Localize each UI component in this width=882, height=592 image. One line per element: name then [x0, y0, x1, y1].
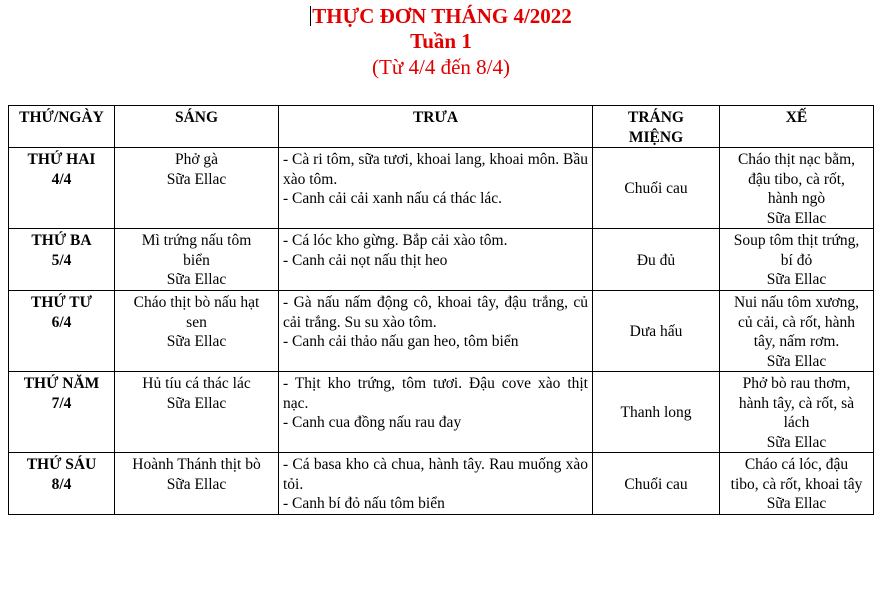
snack-line: Cháo thịt nạc bằm, — [737, 151, 856, 168]
breakfast-line: Sữa Ellac — [166, 475, 227, 493]
week-label: Tuần 1 — [410, 29, 472, 53]
dessert-cell: Dưa hấu — [593, 291, 720, 372]
snack-line: lách — [783, 414, 810, 431]
breakfast-line: Sữa Ellac — [166, 170, 227, 188]
snack-line: tibo, cà rốt, khoai tây — [730, 475, 863, 493]
breakfast-line: Hoành Thánh thịt bò — [132, 456, 261, 473]
date-range: (Từ 4/4 đến 8/4) — [372, 55, 510, 79]
lunch-cell — [279, 229, 593, 291]
day-name: THỨ BA — [31, 232, 92, 249]
day-date: 7/4 — [51, 394, 72, 412]
lunch-line: - Canh cải thảo nấu gan heo, tôm biển — [283, 333, 519, 350]
lunch-line: - Canh cải cải xanh nấu cá thác lác. — [283, 190, 503, 207]
day-date: 6/4 — [51, 313, 72, 331]
breakfast-cell — [115, 148, 279, 229]
snack-line: Sữa Ellac — [766, 495, 827, 512]
lunch-line: - Thịt kho trứng, tôm tươi. Đậu cove xào thịt nạc. — [283, 375, 588, 412]
lunch-line: - Canh cua đồng nấu rau đay — [283, 414, 462, 431]
table-header-row — [9, 106, 874, 148]
table-row — [9, 453, 874, 515]
snack-line: hành ngò — [767, 190, 826, 207]
snack-line: củ cải, cà rốt, hành — [737, 313, 856, 331]
snack-line: Sữa Ellac — [766, 433, 827, 451]
snack-line: Phở bò rau thơm, — [742, 375, 851, 392]
breakfast-line: Sữa Ellac — [166, 333, 227, 350]
table-row — [9, 291, 874, 372]
snack-line: bí đỏ — [780, 251, 813, 269]
dessert-cell: Thanh long — [593, 372, 720, 453]
col-header-lunch: TRƯA — [279, 106, 593, 148]
day-name: THỨ SÁU — [26, 456, 97, 473]
snack-line: Nui nấu tôm xương, — [733, 294, 860, 311]
breakfast-line: Mì trứng nấu tôm — [141, 232, 252, 249]
lunch-line: - Canh cải nọt nấu thịt heo — [283, 251, 448, 269]
breakfast-line: biển — [183, 251, 210, 269]
snack-cell — [720, 453, 874, 515]
day-name: THỨ HAI — [27, 151, 96, 168]
snack-line: Sữa Ellac — [766, 271, 827, 288]
dessert-cell: Đu đủ — [593, 229, 720, 291]
breakfast-line: Cháo thịt bò nấu hạt — [133, 294, 260, 311]
breakfast-line: sen — [186, 313, 207, 331]
menu-table-body — [9, 148, 874, 515]
day-date: 8/4 — [51, 475, 72, 493]
snack-line: Sữa Ellac — [766, 209, 827, 227]
lunch-line: - Cá basa kho cà chua, hành tây. Rau muống xào tỏi. — [283, 456, 588, 493]
snack-cell — [720, 148, 874, 229]
snack-line: đậu tibo, cà rốt, — [748, 170, 845, 188]
lunch-cell — [279, 372, 593, 453]
menu-table — [8, 105, 874, 515]
lunch-cell — [279, 291, 593, 372]
col-header-breakfast: SÁNG — [115, 106, 279, 148]
menu-title-text: THỰC ĐƠN THÁNG 4/2022 — [312, 4, 572, 28]
day-cell — [9, 229, 115, 291]
table-row — [9, 229, 874, 291]
dessert-cell: Chuối cau — [593, 453, 720, 515]
lunch-line: - Cà ri tôm, sữa tươi, khoai lang, khoai môn. Bầu xào tôm. — [283, 151, 588, 188]
snack-line: tây, nấm rơm. — [753, 333, 840, 350]
day-date: 4/4 — [51, 170, 72, 188]
day-date: 5/4 — [51, 251, 72, 269]
breakfast-cell — [115, 453, 279, 515]
lunch-line: - Cá lóc kho gừng. Bắp cải xào tôm. — [283, 232, 508, 249]
col-header-day: THỨ/NGÀY — [9, 106, 115, 148]
day-cell — [9, 453, 115, 515]
dessert-cell: Chuối cau — [593, 148, 720, 229]
lunch-cell — [279, 148, 593, 229]
snack-line: Sữa Ellac — [766, 352, 827, 370]
breakfast-cell — [115, 229, 279, 291]
col-header-snack: XẾ — [720, 106, 874, 148]
snack-cell — [720, 291, 874, 372]
breakfast-line: Hủ tíu cá thác lác — [142, 375, 251, 392]
snack-line: Soup tôm thịt trứng, — [733, 232, 860, 249]
breakfast-cell — [115, 372, 279, 453]
lunch-line: - Canh bí đỏ nấu tôm biển — [283, 495, 445, 512]
lunch-line: - Gà nấu nấm động cô, khoai tây, đậu trắng, củ cải trắng. Su su xào tôm. — [283, 294, 588, 331]
snack-cell — [720, 372, 874, 453]
day-cell — [9, 291, 115, 372]
col-header-dessert-line-1: TRÁNG — [628, 109, 684, 126]
snack-line: hành tây, cà rốt, sà — [738, 394, 855, 412]
breakfast-cell — [115, 291, 279, 372]
breakfast-line: Sữa Ellac — [166, 271, 227, 288]
col-header-dessert-line-2: MIỆNG — [628, 128, 684, 146]
snack-cell — [720, 229, 874, 291]
table-row — [9, 372, 874, 453]
day-name: THỨ TƯ — [30, 294, 92, 311]
table-row — [9, 148, 874, 229]
menu-title — [0, 3, 882, 29]
snack-line: Cháo cá lóc, đậu — [744, 456, 849, 473]
day-cell — [9, 372, 115, 453]
day-name: THỨ NĂM — [23, 375, 100, 392]
breakfast-line: Sữa Ellac — [166, 394, 227, 412]
lunch-cell — [279, 453, 593, 515]
breakfast-line: Phở gà — [174, 151, 219, 168]
col-header-dessert — [593, 106, 720, 148]
day-cell — [9, 148, 115, 229]
